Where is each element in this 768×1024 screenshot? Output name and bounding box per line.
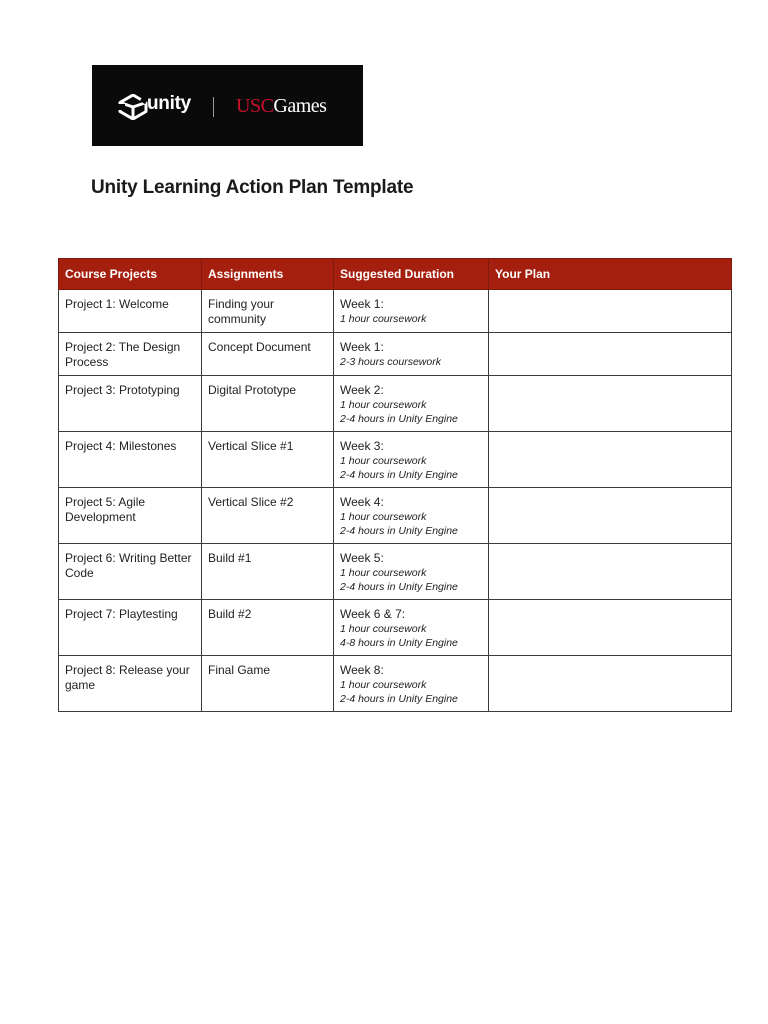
duration-cell	[334, 290, 489, 333]
assignment-cell: Final Game	[202, 656, 334, 712]
page-title: Unity Learning Action Plan Template	[91, 177, 414, 198]
usc-wordmark: USC	[236, 95, 274, 117]
course-project-cell: Project 6: Writing Better Code	[59, 544, 202, 600]
duration-week: Week 5:	[340, 551, 384, 565]
duration-week: Week 2:	[340, 383, 384, 397]
duration-note: 2-4 hours in Unity Engine	[340, 581, 458, 593]
header-course-projects: Course Projects	[59, 259, 202, 290]
duration-cell	[334, 333, 489, 376]
table-header-row	[59, 259, 732, 290]
duration-note: 1 hour coursework	[340, 679, 427, 691]
unity-cube-icon	[118, 94, 148, 120]
duration-week: Week 6 & 7:	[340, 607, 406, 621]
course-project-cell: Project 5: Agile Development	[59, 488, 202, 544]
duration-note: 2-4 hours in Unity Engine	[340, 413, 458, 425]
unity-wordmark: unity	[147, 93, 191, 114]
duration-cell	[334, 432, 489, 488]
header-your-plan: Your Plan	[489, 259, 732, 290]
assignment-cell: Vertical Slice #2	[202, 488, 334, 544]
usc-games-wordmark	[236, 95, 326, 118]
unity-usc-logo-banner	[92, 65, 363, 146]
duration-week: Week 1:	[340, 340, 384, 354]
header-assignments: Assignments	[202, 259, 334, 290]
table-row	[59, 488, 732, 544]
table-row	[59, 290, 732, 333]
duration-week: Week 3:	[340, 439, 384, 453]
table-row	[59, 600, 732, 656]
duration-note: 2-4 hours in Unity Engine	[340, 525, 458, 537]
course-project-cell: Project 1: Welcome	[59, 290, 202, 333]
duration-note: 1 hour coursework	[340, 511, 427, 523]
assignment-cell: Concept Document	[202, 333, 334, 376]
table-body	[59, 290, 732, 712]
assignment-cell: Build #2	[202, 600, 334, 656]
duration-week: Week 4:	[340, 495, 384, 509]
duration-cell	[334, 544, 489, 600]
table-row	[59, 376, 732, 432]
games-wordmark: Games	[273, 95, 327, 117]
course-project-cell: Project 8: Release your game	[59, 656, 202, 712]
table-row	[59, 432, 732, 488]
assignment-cell: Digital Prototype	[202, 376, 334, 432]
duration-note: 1 hour coursework	[340, 399, 427, 411]
duration-cell	[334, 600, 489, 656]
duration-note: 2-4 hours in Unity Engine	[340, 469, 458, 481]
header-suggested-duration: Suggested Duration	[334, 259, 489, 290]
your-plan-cell[interactable]	[489, 544, 732, 600]
duration-note: 2-4 hours in Unity Engine	[340, 693, 458, 705]
your-plan-cell[interactable]	[489, 600, 732, 656]
duration-week: Week 8:	[340, 663, 384, 677]
table-row	[59, 656, 732, 712]
duration-week: Week 1:	[340, 297, 384, 311]
duration-note: 1 hour coursework	[340, 313, 427, 325]
your-plan-cell[interactable]	[489, 376, 732, 432]
action-plan-table	[58, 258, 732, 712]
your-plan-cell[interactable]	[489, 333, 732, 376]
duration-note: 2-3 hours coursework	[340, 356, 441, 368]
your-plan-cell[interactable]	[489, 290, 732, 333]
duration-note: 4-8 hours in Unity Engine	[340, 637, 458, 649]
course-project-cell: Project 2: The Design Process	[59, 333, 202, 376]
duration-cell	[334, 376, 489, 432]
your-plan-cell[interactable]	[489, 656, 732, 712]
duration-note: 1 hour coursework	[340, 567, 427, 579]
assignment-cell: Vertical Slice #1	[202, 432, 334, 488]
course-project-cell: Project 3: Prototyping	[59, 376, 202, 432]
course-project-cell: Project 7: Playtesting	[59, 600, 202, 656]
duration-note: 1 hour coursework	[340, 623, 427, 635]
assignment-cell: Build #1	[202, 544, 334, 600]
logo-divider	[213, 97, 214, 117]
duration-cell	[334, 488, 489, 544]
table-row	[59, 544, 732, 600]
duration-cell	[334, 656, 489, 712]
your-plan-cell[interactable]	[489, 488, 732, 544]
your-plan-cell[interactable]	[489, 432, 732, 488]
assignment-cell: Finding your community	[202, 290, 334, 333]
table-row	[59, 333, 732, 376]
duration-note: 1 hour coursework	[340, 455, 427, 467]
course-project-cell: Project 4: Milestones	[59, 432, 202, 488]
